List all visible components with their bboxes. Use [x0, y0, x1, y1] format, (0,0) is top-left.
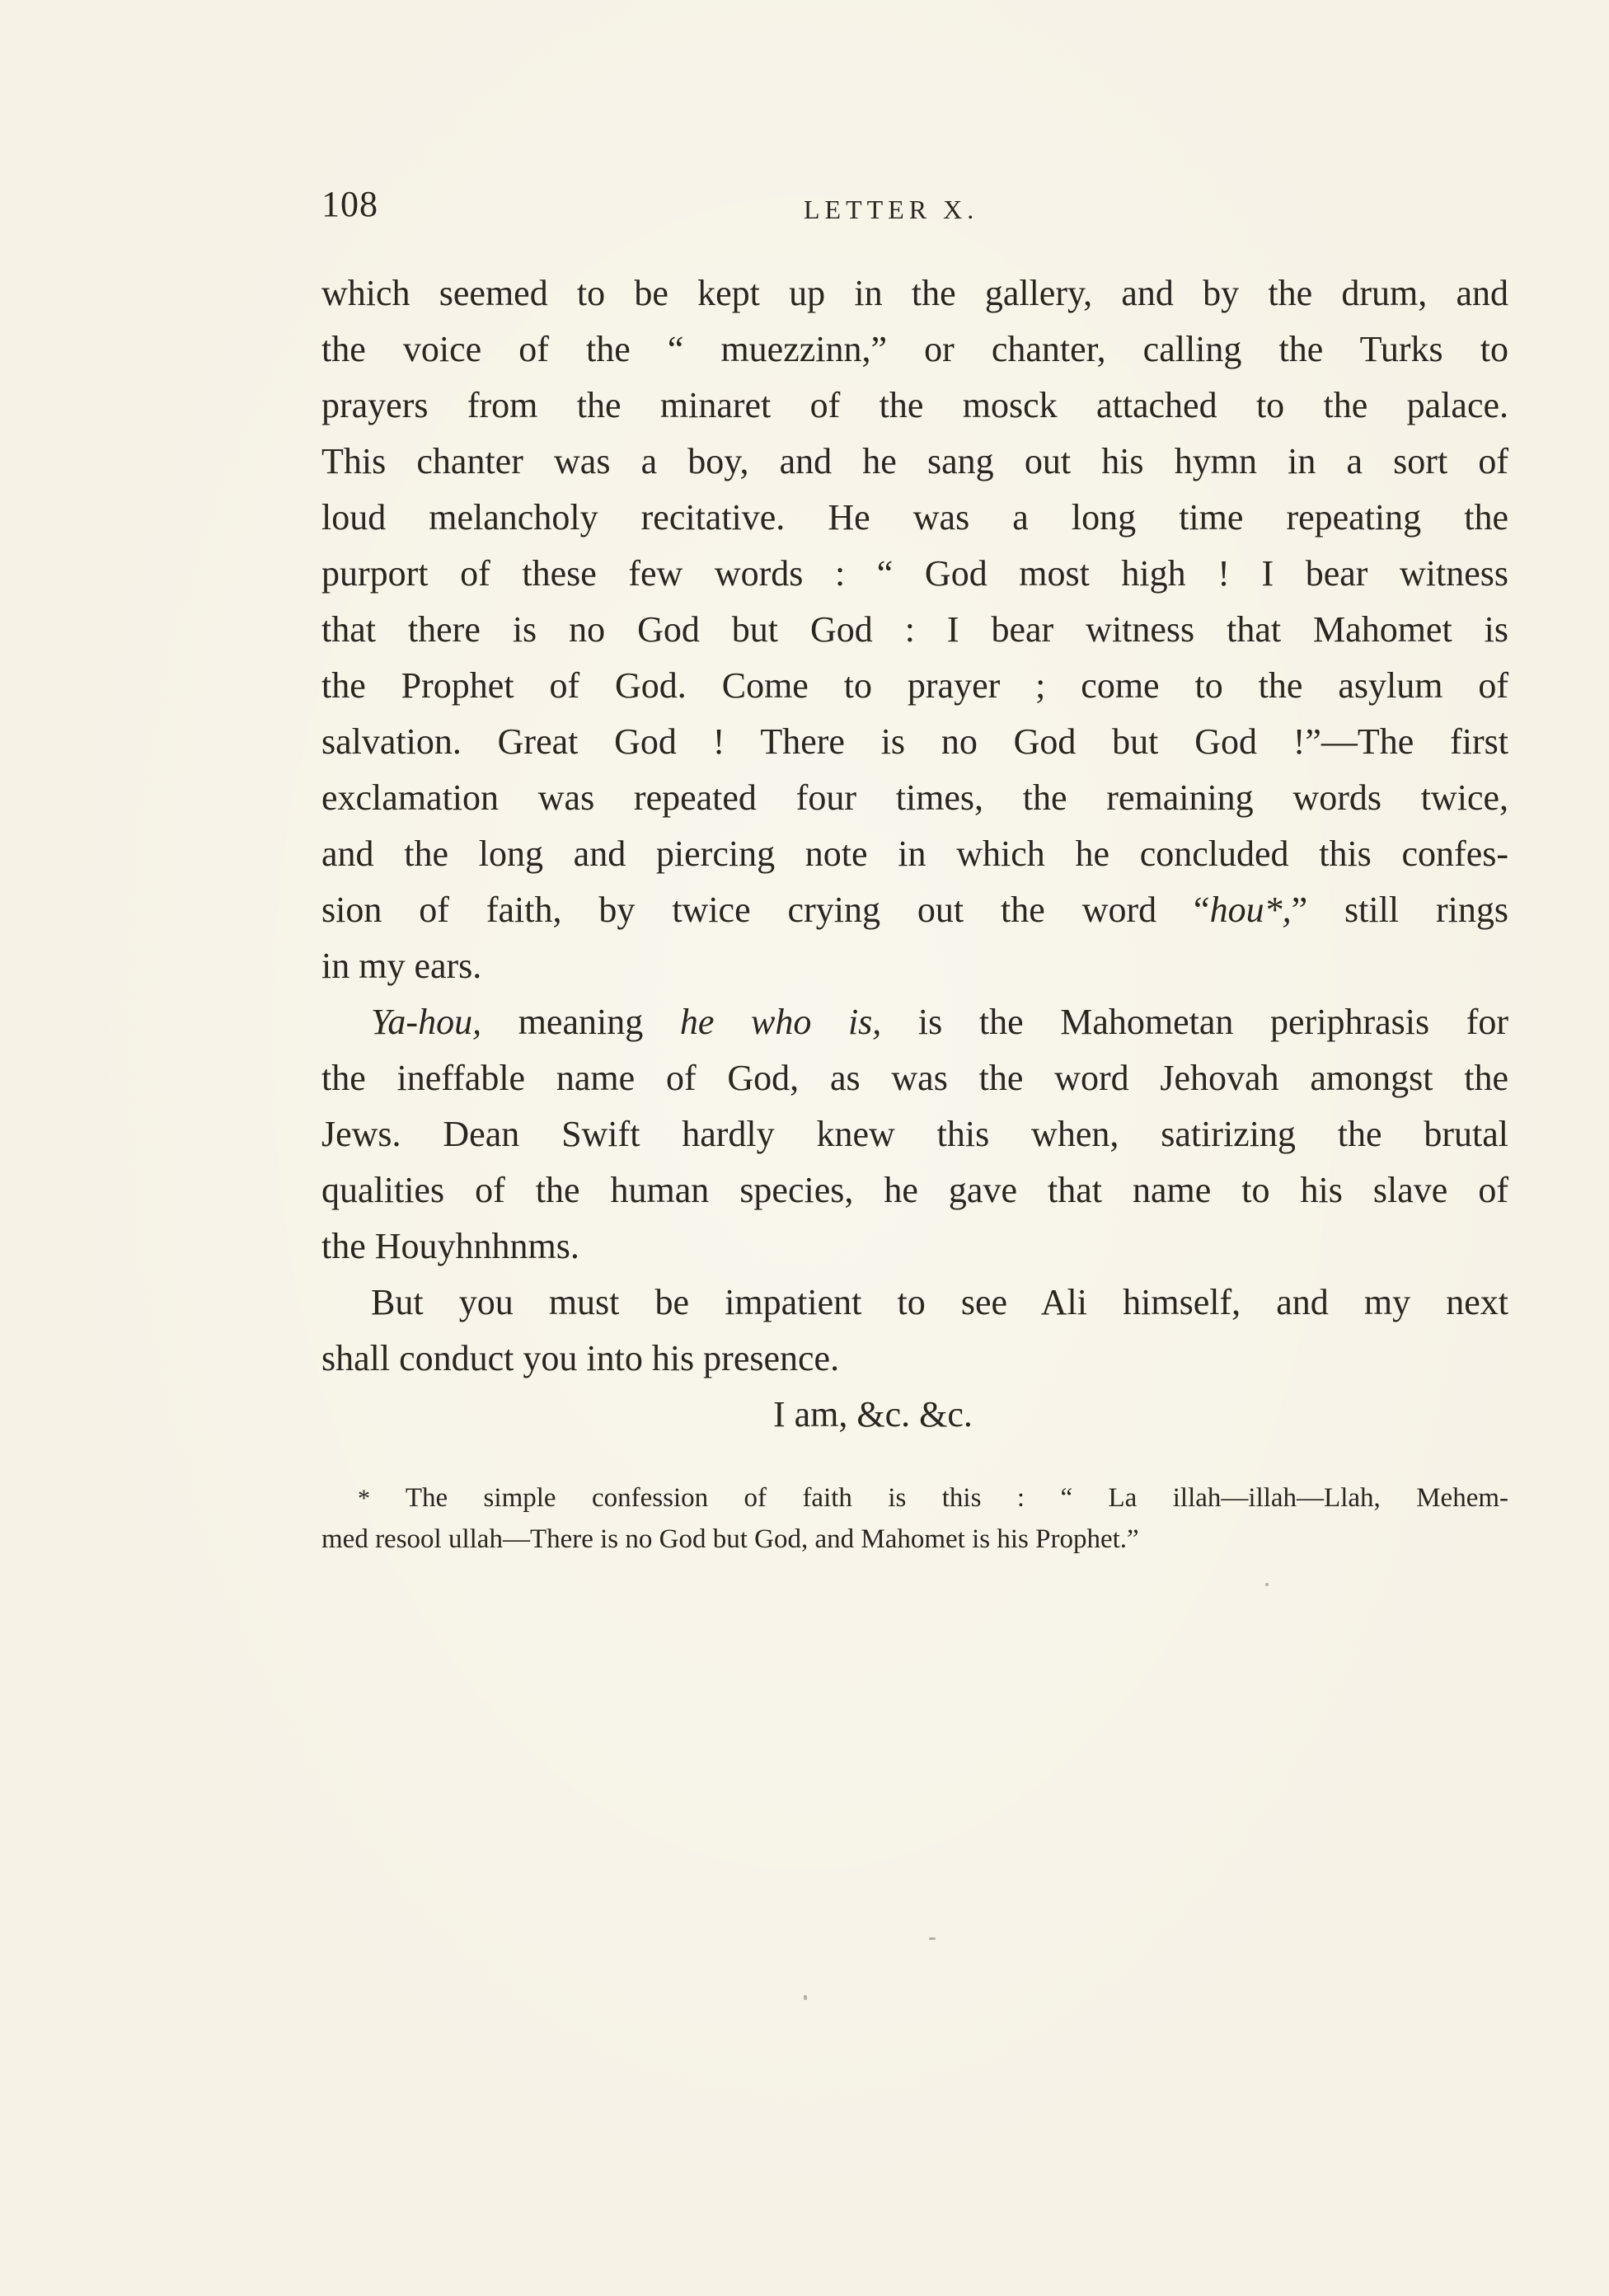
text-line: loud melancholy recitative. He was a long time repeating the — [321, 497, 1508, 538]
footnote — [321, 1477, 1508, 1560]
italic-word-hou: hou*, — [1209, 890, 1292, 930]
footnote-line: med resool ullah—There is no God but God, and Mahomet is his Prophet.” — [321, 1524, 1139, 1554]
footnote-line — [321, 1477, 1508, 1519]
text-line: and the long and piercing note in which he concluded this confes- — [321, 833, 1508, 874]
text-line: the Houyhnhnms. — [321, 1226, 579, 1266]
text-segment: ” still rings — [1291, 890, 1508, 930]
text-line: that there is no God but God : I bear witness that Mahomet is — [321, 609, 1508, 650]
footnote-marker: * — [358, 1485, 370, 1512]
ink-speck — [1265, 1583, 1269, 1586]
text-line: purport of these few words : “ God most high ! I bear witness — [321, 553, 1508, 594]
text-line: which seemed to be kept up in the gallery, and by the drum, and — [321, 273, 1508, 313]
paragraph-opening-line — [321, 994, 1508, 1050]
running-head — [321, 183, 1508, 241]
text-line: This chanter was a boy, and he sang out his hymn in a sort of — [321, 441, 1508, 481]
text-line: the Prophet of God. Come to prayer ; come to the asylum of — [321, 665, 1508, 706]
italic-term-ya-hou: Ya-hou, — [371, 1002, 482, 1042]
body-text — [321, 265, 1508, 1443]
text-line-with-footnote-ref — [321, 882, 1508, 938]
text-line: prayers from the minaret of the mosck attached to the palace. — [321, 385, 1508, 425]
text-line: Jews. Dean Swift hardly knew this when, satirizing the brutal — [321, 1114, 1508, 1154]
text-segment: sion of faith, by twice crying out the word “ — [321, 890, 1210, 930]
letter-closing: I am, &c. &c. — [773, 1394, 973, 1434]
page-number: 108 — [321, 184, 378, 224]
letter-heading: LETTER X. — [804, 195, 979, 224]
text-line: the ineffable name of God, as was the word Jehovah amongst the — [321, 1058, 1508, 1098]
text-line: in my ears. — [321, 946, 482, 986]
text-line: shall conduct you into his presence. — [321, 1338, 840, 1378]
text-line: exclamation was repeated four times, the remaining words twice, — [321, 777, 1508, 818]
text-segment: is the Mahometan periphrasis for — [881, 1002, 1509, 1042]
ink-speck — [929, 1937, 936, 1940]
ink-speck — [804, 1995, 807, 2000]
text-line: salvation. Great God ! There is no God but God !”—The first — [321, 721, 1508, 762]
footnote-text: The simple confession of faith is this : “ La illah—illah—Llah, Mehem- — [405, 1483, 1508, 1513]
italic-phrase-he-who-is: he who is, — [679, 1002, 882, 1042]
text-line: the voice of the “ muezzinn,” or chanter, calling the Turks to — [321, 329, 1508, 369]
paragraph-opening-line: But you must be impatient to see Ali himself, and my next — [371, 1282, 1508, 1322]
text-segment: meaning — [481, 1002, 680, 1042]
text-line: qualities of the human species, he gave that name to his slave of — [321, 1170, 1508, 1210]
